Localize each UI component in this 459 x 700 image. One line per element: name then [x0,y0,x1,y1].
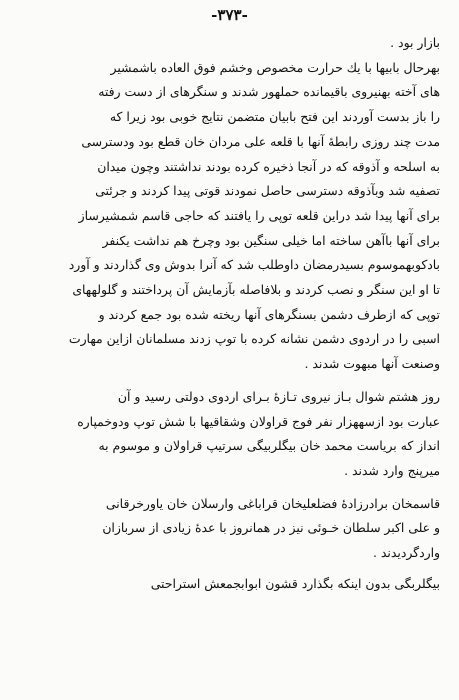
text-line: به اسلحه و آذوقه که در آنجا ذخیره کرده بودند نداشتند وچون میدان [97,158,440,174]
text-line: را باز بدست آوردند این فتح بابیان متضمن نتایج خوبی بود زیرا که [109,109,440,125]
page-number: -٣٧٣- [211,6,248,24]
text-line: اسبی را در اردوی دشمن نشانه کرده با توپ زدند مسلمانان ازاین مهارت [68,331,440,347]
text-line: تا او این سنگر و نصب کردند و بلافاصله بآزمایش آن پرداختند و گلولههای [72,282,440,298]
text-line: بازار بود . [390,35,440,50]
text-line: میرپنج وارد شدند . [344,462,440,478]
text-line: وصنعت آنها مبهوت شدند . [304,356,440,372]
text-line: بهرحال بابیها با یك حرارت مخصوص وخشم فوق العاده باشمشیر [110,59,440,75]
paragraph-spacer [22,484,440,492]
paragraph-spacer [22,377,440,385]
text-line: عبارت بود ازسههزار نفر فوج قراولان وشقاقیها با شش توپ ودوخمپاره [77,413,440,429]
text-line: روز هشتم شوال بـاز نیروی تـازهٔ بـرای اردوی دولتی رسید و آن [117,388,440,404]
text-line: انداز که بریاست محمد خان بیگلربیگی سرتیپ قراولان و موسوم به [98,438,440,454]
text-line: بیگلربگی بدون اینکه بگذارد قشون ابوابجمعش استراحتی [150,575,440,591]
paragraph-beglarbegi [22,572,440,597]
paragraph-babi-attack [22,56,440,377]
text-line: برای آنها پیدا شد دراین قلعه توپی را یافتند که حاجی قاسم شمشیرساز [78,207,440,223]
text-line: های آخته بهنیروی باقیمانده حملهور شدند و سنگرهای از دست رفته [98,84,440,100]
text-line: و علی اکبر سلطان خـوئی نیز در همانروز با عدهٔ زیادی از سربازان [102,520,440,536]
paragraph-intro-line [22,31,440,56]
text-line: برای آنها باآهن ساخته اما خیلی سنگین بود وچرخ هم نداشت یکنفر [102,232,440,248]
paragraph-new-forces [22,385,440,484]
body-text [22,31,440,596]
text-line: مدت چند روزی رابطهٔ آنها با قلعه علی مردان خان قطع بود ودسترسی [81,133,440,149]
text-line: واردگردیدند . [373,545,440,561]
text-line: تصفیه شد وبآذوقه دسترسی حاصل نمودند قوتی پیدا کردند و جرئتی [95,183,440,199]
text-line: قاسمخان برادرزادهٔ فضلعلیخان قراباغی وارسلان خان یاورخرقانی [105,495,440,511]
text-line: بادکوبهموسوم بسیدرمضان داوطلب شد که آنرا بدوش وی گذاردند و آورد [68,257,440,273]
text-line: توپی که ازطرف دشمن بسنگرهای آنها ریخته شده بود جمع کردند و [98,306,440,322]
paragraph-commanders-arrival [22,492,440,566]
